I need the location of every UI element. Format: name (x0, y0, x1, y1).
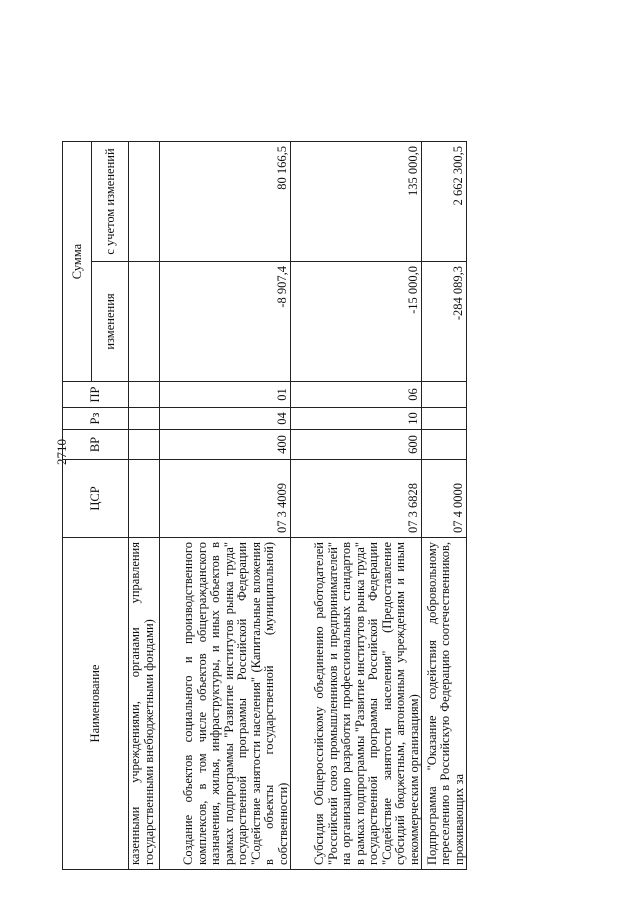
row-name: Субсидия Общероссийскому объединению работодателей "Российский союз промышленников и предпринимателей" на организацию разработки профессиональных стандартов в рамках подпрограммы "Развитие институтов рынка труда" государственной программы Российской Федерации "Содействие занятости населения" (Предоставление субсидий бюджетным, автономным учреждениям и иным некоммерческим организациям) (291, 538, 422, 870)
row-total: 2 662 300,5 (422, 142, 467, 262)
row-vr: 600 (291, 430, 422, 460)
table-row (291, 142, 422, 870)
table-row (422, 142, 467, 870)
row-vr: 400 (160, 430, 291, 460)
header-pr: ПР (63, 382, 129, 408)
row-csr: 07 3 6828 (291, 460, 422, 538)
header-rz: Рз (63, 408, 129, 430)
row-pr: 06 (291, 382, 422, 408)
row-pr (129, 382, 160, 408)
row-name: Подпрограмма "Оказание содействия добровольному переселению в Российскую Федерацию соотечественников, проживающих за (422, 538, 467, 870)
row-total (129, 142, 160, 262)
header-changes: изменения (92, 262, 129, 382)
row-csr: 07 3 4009 (160, 460, 291, 538)
row-changes: -8 907,4 (160, 262, 291, 382)
table-row (129, 142, 160, 870)
row-pr (422, 382, 467, 408)
row-changes: -15 000,0 (291, 262, 422, 382)
row-vr (422, 430, 467, 460)
row-changes (129, 262, 160, 382)
budget-table (62, 141, 467, 870)
header-vr: ВР (63, 430, 129, 460)
row-rz: 04 (160, 408, 291, 430)
row-rz: 10 (291, 408, 422, 430)
row-pr: 01 (160, 382, 291, 408)
header-csr: ЦСР (63, 460, 129, 538)
page-number: 2710 (54, 439, 69, 465)
row-total: 80 166,5 (160, 142, 291, 262)
table-header-row (63, 142, 92, 870)
table-row (160, 142, 291, 870)
row-rz (422, 408, 467, 430)
row-changes: -284 089,3 (422, 262, 467, 382)
row-rz (129, 408, 160, 430)
row-total: 135 000,0 (291, 142, 422, 262)
header-name: Наименование (63, 538, 129, 870)
row-name: казенными учреждениями, органами управления государственными внебюджетными фондами) (129, 538, 160, 870)
row-name: Создание объектов социального и производственного комплексов, в том числе объектов общегражданского назначения, жилья, инфраструктуры, и иных объектов в рамках подпрограммы "Развитие институтов рынка труда" государственной программы Российской Федерации "Содействие занятости населения" (Капитальные вложения в объекты государственной (муниципальной) собственности) (160, 538, 291, 870)
row-csr: 07 4 0000 (422, 460, 467, 538)
row-csr (129, 460, 160, 538)
header-with-changes: с учетом изменений (92, 142, 129, 262)
header-sum: Сумма (63, 142, 92, 382)
row-vr (129, 430, 160, 460)
